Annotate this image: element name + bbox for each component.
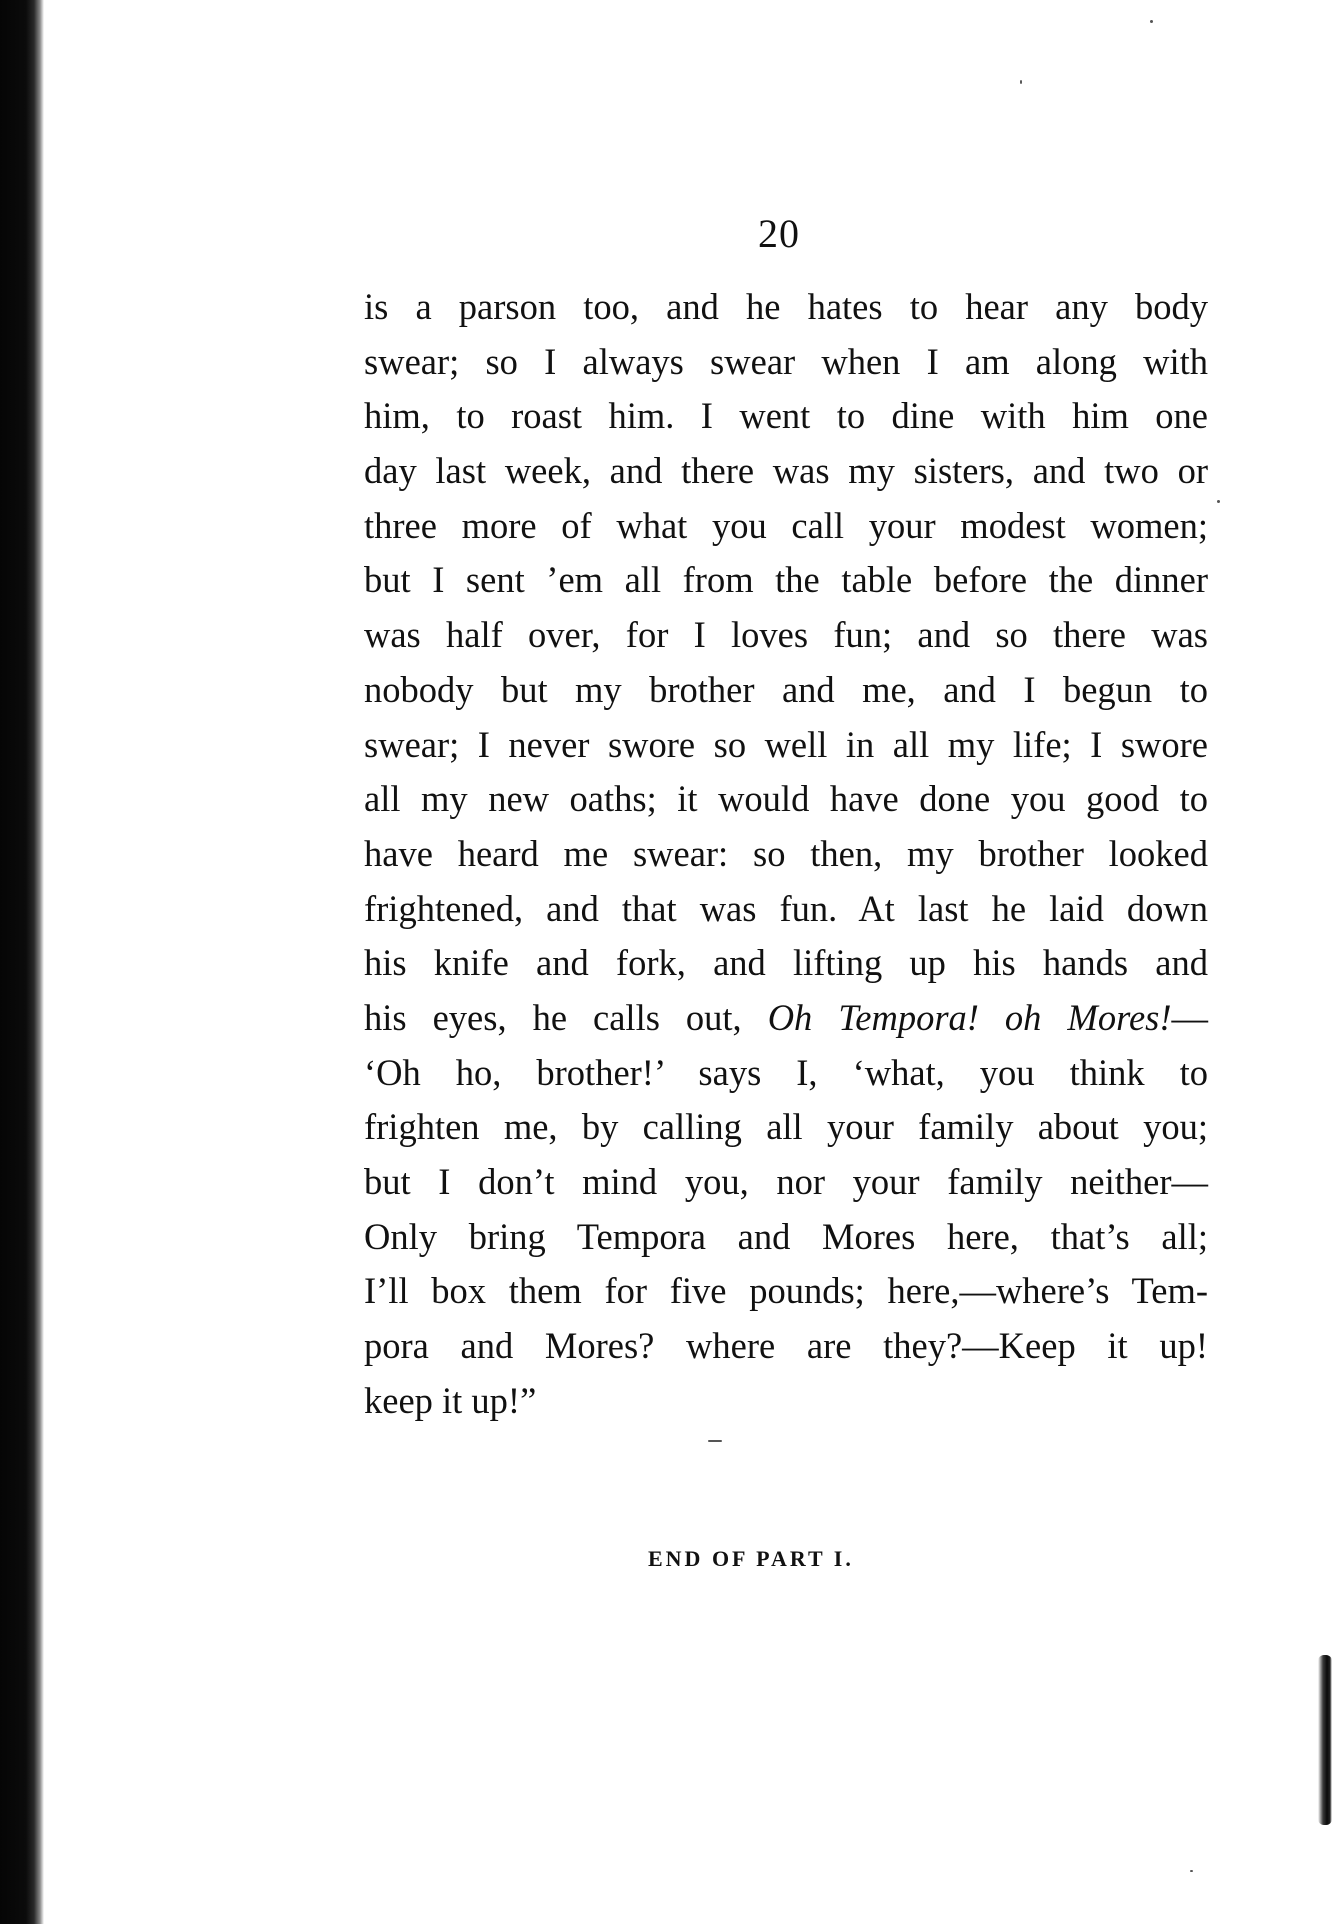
scan-edge-left [0,0,44,1924]
scan-speck [1190,1870,1193,1872]
text-line: frightened, and that was fun. At last he laid down [364,887,1208,929]
line-prefix: his eyes, he calls out, [364,996,768,1038]
text-line-italic-quote [364,991,1208,1046]
text-line: ‘Oh ho, brother!’ says I, ‘what, you think to [364,1051,1208,1093]
text-line: swear; I never swore so well in all my life; I swore [364,723,1208,765]
text-line: his knife and fork, and lifting up his hands and [364,942,1208,984]
text-line: frighten me, by calling all your family about you; [364,1106,1208,1148]
text-line: but I don’t mind you, nor your family neither— [364,1161,1208,1202]
body-text [364,280,1208,1428]
text-line: pora and Mores? where are they?—Keep it up! [364,1325,1208,1367]
text-line: all my new oaths; it would have done you good to [364,778,1208,820]
text-line: three more of what you call your modest women; [364,504,1208,546]
text-line: swear; so I always swear when I am along with [364,340,1208,382]
text-line: nobody but my brother and me, and I begun to [364,668,1208,710]
text-line: Only bring Tempora and Mores here, that’s all; [364,1215,1208,1257]
text-line: was half over, for I loves fun; and so there was [364,614,1208,656]
text-line-last: keep it up!” [364,1379,537,1421]
text-line: I’ll box them for five pounds; here,—where’s Tem- [364,1270,1208,1312]
scan-edge-right [1318,1655,1332,1825]
text-line: have heard me swear: so then, my brother looked [364,832,1208,874]
text-line: him, to roast him. I went to dine with him one [364,395,1208,437]
page-number: 20 [758,211,800,256]
scan-speck [1020,80,1022,84]
line-suffix: — [1171,996,1208,1038]
end-of-part-label: END OF PART I. [648,1546,854,1571]
scan-speck [708,1440,722,1442]
latin-quote: Oh Tempora! oh Mores! [767,996,1172,1038]
text-line: is a parson too, and he hates to hear any body [364,286,1208,327]
scan-speck [1150,20,1153,23]
text-line: but I sent ’em all from the table before the dinner [364,559,1208,601]
scan-speck [1217,500,1220,503]
text-line: day last week, and there was my sisters, and two or [364,450,1208,492]
